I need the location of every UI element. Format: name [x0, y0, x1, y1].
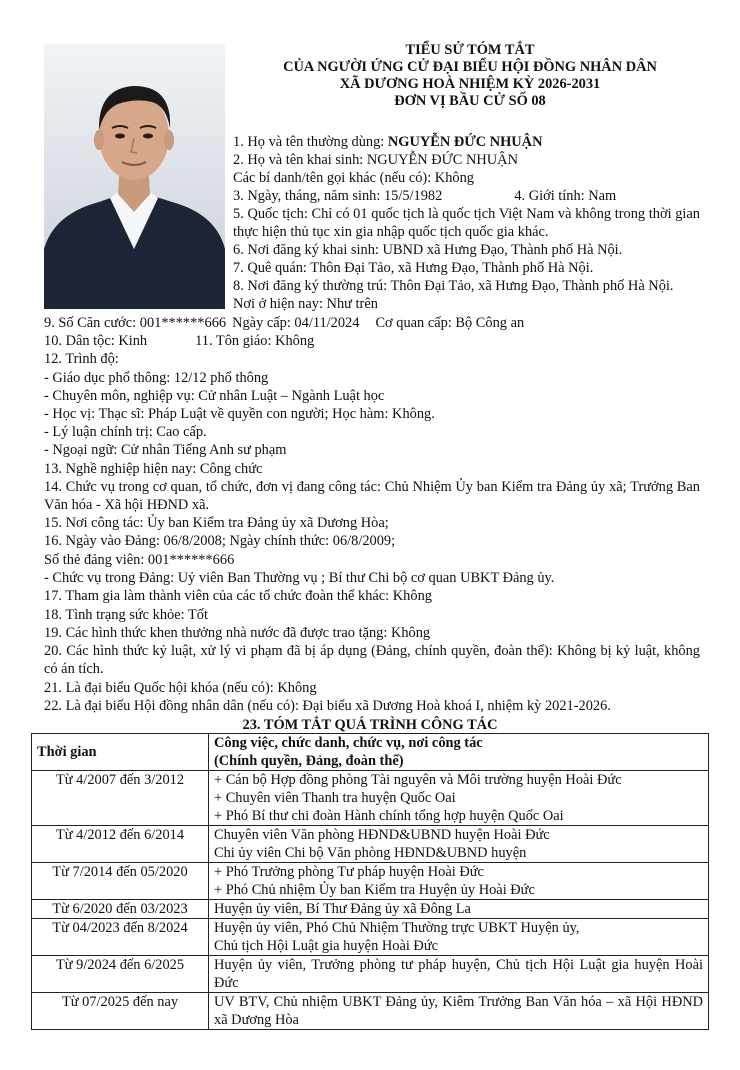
field-occupation: 13. Nghề nghiệp hiện nay: Công chức [44, 461, 263, 477]
work-period: Từ 07/2025 đến nay [32, 993, 209, 1030]
work-history-body [32, 771, 709, 1030]
position-line: Chi ủy viên Chi bộ Văn phòng HĐND&UBND huyện [214, 845, 527, 861]
field-hometown: 7. Quê quán: Thôn Đại Tảo, xã Hưng Đạo, Thành phố Hà Nội. [233, 260, 594, 276]
work-period: Từ 4/2007 đến 3/2012 [32, 771, 209, 826]
table-row [32, 826, 709, 863]
work-period: Từ 7/2014 đến 05/2020 [32, 863, 209, 900]
field-general-education: - Giáo dục phổ thông: 12/12 phổ thông [44, 370, 269, 386]
id-number: 9. Số Căn cước: 001******666 [44, 315, 227, 331]
table-header-row [32, 734, 709, 771]
position-line: + Phó Trưởng phòng Tư pháp huyện Hoài Đức [214, 864, 484, 880]
field-dob-gender [233, 187, 700, 205]
field-education-heading: 12. Trình độ: [44, 351, 119, 367]
work-period: Từ 9/2024 đến 6/2025 [32, 956, 209, 993]
doc-constituency: ĐƠN VỊ BẦU CỬ SỐ 08 [394, 93, 546, 109]
field-birth-registration: 6. Nơi đăng ký khai sinh: UBND xã Hưng Đạo, Thành phố Hà Nội. [233, 242, 623, 258]
position-line: + Chuyên viên Thanh tra huyện Quốc Oai [214, 790, 456, 806]
table-row [32, 771, 709, 826]
field-discipline: 20. Các hình thức kỷ luật, xử lý vi phạm đã bị áp dụng (Đảng, chính quyền, đoàn thể): Không bị kỷ luật, không có án tích. [44, 643, 700, 677]
field-nationality: 5. Quốc tịch: Chỉ có 01 quốc tịch là quốc tịch Việt Nam và không trong thời gian thực hiện thủ tục xin gia nhập quốc tịch quốc gia khác. [233, 206, 700, 240]
table-row [32, 900, 709, 919]
work-positions [209, 956, 709, 993]
work-positions [209, 900, 709, 919]
field-foreign-language: - Ngoại ngữ: Cử nhân Tiếng Anh sư phạm [44, 442, 287, 458]
field-awards: 19. Các hình thức khen thưởng nhà nước đã được trao tặng: Không [44, 625, 431, 641]
field-gender: 4. Giới tính: Nam [514, 188, 617, 204]
position-line: Huyện ủy viên, Bí Thư Đảng ủy xã Đông La [214, 901, 471, 917]
work-positions [209, 863, 709, 900]
col-header-time: Thời gian [32, 734, 209, 771]
field-religion: 11. Tôn giáo: Không [195, 333, 315, 349]
table-row [32, 863, 709, 900]
col-header-position-sub: (Chính quyền, Đảng, đoàn thể) [214, 753, 404, 769]
field-national-assembly: 21. Là đại biểu Quốc hội khóa (nếu có): Không [44, 680, 317, 696]
work-period: Từ 6/2020 đến 03/2023 [32, 900, 209, 919]
col-header-position [209, 734, 709, 771]
position-line: + Phó Bí thư chi đoàn Hành chính tổng hợp huyện Quốc Oai [214, 808, 564, 824]
field-profession: - Chuyên môn, nghiệp vụ: Cử nhân Luật – Ngành Luật học [44, 388, 385, 404]
position-line: Chủ tịch Hội Luật gia huyện Hoài Đức [214, 938, 439, 954]
id-issue-date: Ngày cấp: 04/11/2024 [232, 315, 360, 331]
work-positions [209, 993, 709, 1030]
field-political-theory: - Lý luận chính trị: Cao cấp. [44, 424, 207, 440]
field-position: 14. Chức vụ trong cơ quan, tổ chức, đơn vị đang công tác: Chủ Nhiệm Ủy ban Kiểm tra Đảng ủy xã; Trưởng Ban Văn hóa - Xã hội HĐND xã. [44, 479, 700, 513]
field-common-name [233, 133, 700, 151]
work-history-table [31, 733, 709, 1030]
field-current-residence: Nơi ở hiện nay: Như trên [233, 296, 378, 312]
field-id-card [44, 314, 700, 332]
field-party-position: - Chức vụ trong Đảng: Uỷ viên Ban Thường vụ ; Bí thư Chi bộ cơ quan UBKT Đảng ủy. [44, 570, 555, 586]
id-issuer: Cơ quan cấp: Bộ Công an [375, 315, 525, 331]
field-label: 1. Họ và tên thường dùng: [233, 134, 388, 150]
doc-subtitle: CỦA NGƯỜI ỨNG CỬ ĐẠI BIỂU HỘI ĐỒNG NHÂN DÂN [283, 59, 657, 75]
field-permanent-residence: 8. Nơi đăng ký thường trú: Thôn Đại Tảo, xã Hưng Đạo, Thành phố Hà Nội. [233, 278, 674, 294]
position-line: Huyện ủy viên, Trưởng phòng tư pháp huyện, Chủ tịch Hội Luật gia huyện Hoài Đức [214, 957, 703, 991]
field-party-join-date: 16. Ngày vào Đảng: 06/8/2008; Ngày chính thức: 06/8/2009; [44, 533, 396, 549]
field-degree: - Học vị: Thạc sĩ: Pháp Luật về quyền con người; Học hàm: Không. [44, 406, 435, 422]
field-birth-name: 2. Họ và tên khai sinh: NGUYỄN ĐỨC NHUẬN [233, 152, 518, 168]
field-health: 18. Tình trạng sức khỏe: Tốt [44, 607, 208, 623]
position-line: UV BTV, Chủ nhiệm UBKT Đảng ủy, Kiêm Trưởng Ban Văn hóa – xã Hội HĐND xã Dương Hòa [214, 994, 703, 1028]
doc-title: TIỂU SỬ TÓM TẮT [405, 42, 535, 58]
field-peoples-council: 22. Là đại biểu Hội đồng nhân dân (nếu có): Đại biểu xã Dương Hoà khoá I, nhiệm kỳ 2021-2026. [44, 698, 611, 714]
doc-commune-term: XÃ DƯƠNG HOÀ NHIỆM KỲ 2026-2031 [339, 76, 601, 92]
position-line: + Phó Chủ nhiệm Ủy ban Kiểm tra Huyện ủy Hoài Đức [214, 882, 535, 898]
position-line: + Cán bộ Hợp đồng phòng Tài nguyên và Môi trường huyện Hoài Đức [214, 772, 622, 788]
work-positions [209, 919, 709, 956]
work-positions [209, 771, 709, 826]
field-party-card: Số thẻ đảng viên: 001******666 [44, 552, 235, 568]
col-header-position-main: Công việc, chức danh, chức vụ, nơi công tác [214, 735, 483, 751]
work-positions [209, 826, 709, 863]
position-line: Chuyên viên Văn phòng HĐND&UBND huyện Hoài Đức [214, 827, 550, 843]
field-ethnicity-religion [44, 332, 700, 350]
field-organizations: 17. Tham gia làm thành viên của các tổ chức đoàn thể khác: Không [44, 588, 432, 604]
table-row [32, 956, 709, 993]
candidate-portrait-photo [44, 44, 225, 309]
field-ethnicity: 10. Dân tộc: Kinh [44, 333, 148, 349]
field-workplace: 15. Nơi công tác: Ủy ban Kiểm tra Đảng ủy xã Dương Hòa; [44, 515, 389, 531]
field-aliases: Các bí danh/tên gọi khác (nếu có): Không [233, 170, 474, 186]
position-line: Huyện ủy viên, Phó Chủ Nhiệm Thường trực UBKT Huyện ủy, [214, 920, 580, 936]
field-dob: 3. Ngày, tháng, năm sinh: 15/5/1982 [233, 188, 443, 204]
table-row [32, 919, 709, 956]
candidate-name: NGUYỄN ĐỨC NHUẬN [387, 134, 543, 150]
work-period: Từ 04/2023 đến 8/2024 [32, 919, 209, 956]
work-period: Từ 4/2012 đến 6/2014 [32, 826, 209, 863]
table-row [32, 993, 709, 1030]
work-history-title: 23. TÓM TẮT QUÁ TRÌNH CÔNG TÁC [242, 717, 498, 733]
